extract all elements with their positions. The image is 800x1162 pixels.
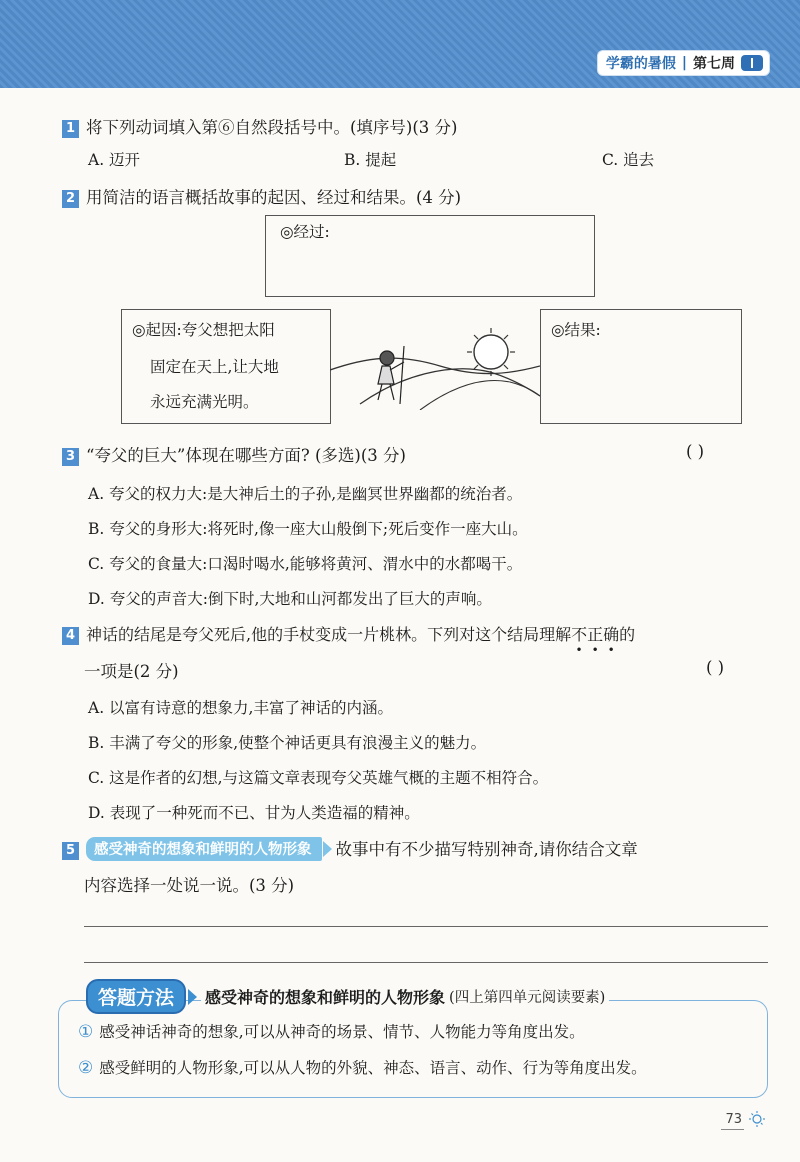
q4-option-c: C. 这是作者的幻想,与这篇文章表现夸父英雄气概的主题不相符合。 bbox=[88, 769, 549, 787]
page-number: 73 bbox=[725, 1112, 742, 1127]
cause-box bbox=[121, 309, 331, 424]
cause-line-1: ◎起因:夸父想把太阳 bbox=[132, 321, 275, 339]
result-answer-box[interactable] bbox=[540, 309, 742, 424]
page-header-banner bbox=[0, 0, 800, 88]
question-2 bbox=[62, 184, 461, 208]
emphasis-char: 正 bbox=[587, 625, 604, 644]
week-label: 第七周 bbox=[693, 56, 735, 72]
arrow-icon bbox=[188, 989, 197, 1005]
q4-option-b: B. 丰满了夸父的形象,使整个神话更具有浪漫主义的魅力。 bbox=[88, 734, 487, 752]
question-number: 4 bbox=[62, 627, 79, 645]
book-icon bbox=[741, 55, 763, 71]
tip-marker: ② bbox=[78, 1058, 94, 1078]
q3-option-b: B. 夸父的身形大:将死时,像一座大山般倒下;死后变作一座大山。 bbox=[88, 520, 528, 538]
answer-line-1[interactable] bbox=[84, 926, 768, 927]
question-5-line-2: 内容选择一处说一说。(3 分) bbox=[84, 876, 295, 895]
tips-title: 感受神奇的想象和鲜明的人物形象 bbox=[201, 985, 449, 1008]
kuafu-sun-illustration bbox=[330, 326, 540, 410]
skill-tag: 感受神奇的想象和鲜明的人物形象 bbox=[86, 837, 322, 861]
emphasis-char: 确 bbox=[603, 625, 620, 644]
header-badge bbox=[597, 50, 770, 76]
q1-option-a: A. 迈开 bbox=[88, 151, 141, 169]
answer-line-2[interactable] bbox=[84, 962, 768, 963]
tips-box bbox=[58, 1000, 768, 1098]
question-text: “夸父的巨大”体现在哪些方面? (多选)(3 分) bbox=[86, 446, 406, 465]
process-answer-box[interactable] bbox=[265, 215, 595, 297]
result-label: ◎结果: bbox=[551, 321, 601, 339]
sun-icon bbox=[467, 328, 515, 376]
q3-option-a: A. 夸父的权力大:是大神后土的子孙,是幽冥世界幽都的统治者。 bbox=[88, 485, 523, 503]
question-text: 神话的结尾是夸父死后,他的手杖变成一片桃林。下列对这个结局理解 bbox=[86, 625, 572, 644]
question-text: 故事中有不少描写特别神奇,请你结合文章 bbox=[335, 840, 638, 859]
tips-pill: 答题方法 bbox=[86, 979, 186, 1014]
question-number: 3 bbox=[62, 448, 79, 466]
q3-answer-blank[interactable]: ( ) bbox=[686, 442, 705, 461]
q1-option-c: C. 追去 bbox=[602, 151, 655, 169]
process-label: ◎经过: bbox=[280, 223, 330, 241]
question-text: 将下列动词填入第⑥自然段括号中。(填序号)(3 分) bbox=[86, 118, 458, 137]
question-1 bbox=[62, 114, 458, 138]
tips-header bbox=[86, 979, 609, 1014]
q4-option-a: A. 以富有诗意的想象力,丰富了神话的内涵。 bbox=[88, 699, 393, 717]
q3-option-c: C. 夸父的食量大:口渴时喝水,能够将黄河、渭水中的水都喝干。 bbox=[88, 555, 523, 573]
tip-item-2 bbox=[78, 1056, 647, 1078]
brand-label: 学霸的暑假 bbox=[605, 56, 676, 72]
q4-option-d: D. 表现了一种死而不已、甘为人类造福的精神。 bbox=[88, 804, 420, 822]
question-text: 用简洁的语言概括故事的起因、经过和结果。(4 分) bbox=[86, 188, 462, 207]
q1-option-b: B. 提起 bbox=[344, 151, 397, 169]
tips-subtitle: (四上第四单元阅读要素) bbox=[449, 986, 609, 1007]
question-number: 2 bbox=[62, 190, 79, 208]
question-text-tail: 的 bbox=[619, 625, 636, 644]
tip-text: 感受鲜明的人物形象,可以从人物的外貌、神态、语言、动作、行为等角度出发。 bbox=[99, 1059, 647, 1077]
kuafu-figure-icon bbox=[378, 346, 404, 404]
question-5 bbox=[62, 836, 638, 861]
q4-answer-blank[interactable]: ( ) bbox=[706, 658, 725, 677]
cause-line-2: 固定在天上,让大地 bbox=[150, 358, 279, 376]
tip-marker: ① bbox=[78, 1022, 94, 1042]
question-number: 1 bbox=[62, 120, 79, 138]
tip-text: 感受神话神奇的想象,可以从神奇的场景、情节、人物能力等角度出发。 bbox=[99, 1023, 585, 1041]
question-4 bbox=[62, 622, 635, 645]
tip-item-1 bbox=[78, 1020, 585, 1042]
q3-option-d: D. 夸父的声音大:倒下时,大地和山河都发出了巨大的声响。 bbox=[88, 590, 492, 608]
question-4-line-2: 一项是(2 分) bbox=[84, 662, 179, 681]
badge-separator: | bbox=[681, 55, 687, 71]
cause-line-3: 永远充满光明。 bbox=[150, 393, 259, 411]
emphasis-char: 不 bbox=[571, 625, 588, 644]
question-number: 5 bbox=[62, 842, 79, 860]
question-3 bbox=[62, 442, 406, 466]
decorative-sun-icon bbox=[748, 1110, 766, 1128]
